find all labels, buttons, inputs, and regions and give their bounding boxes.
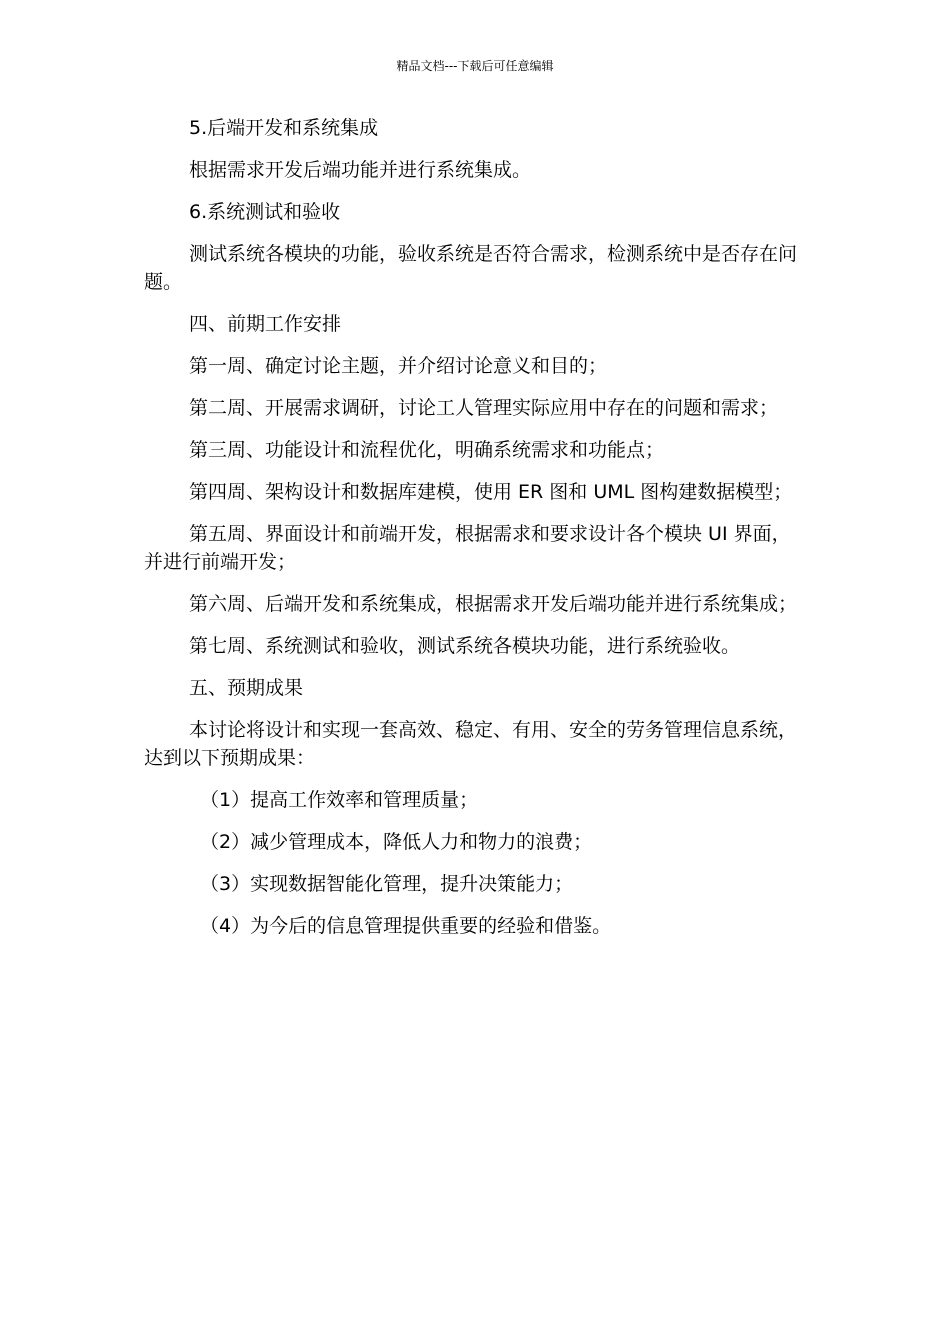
section-heading-outcomes: 五、预期成果 xyxy=(189,677,304,699)
paragraph-backend-desc: 根据需求开发后端功能并进行系统集成。 xyxy=(189,159,532,181)
paragraph-outcomes-intro: 本讨论将设计和实现一套高效、稳定、有用、安全的劳务管理信息系统，达到以下预期成果： xyxy=(144,719,798,769)
schedule-week-5: 第五周、界面设计和前端开发，根据需求和要求设计各个模块 UI 界面，并进行前端开发； xyxy=(144,523,791,573)
outcome-item-4: （4）为今后的信息管理提供重要的经验和借鉴。 xyxy=(200,915,612,937)
schedule-week-1: 第一周、确定讨论主题，并介绍讨论意义和目的； xyxy=(189,355,608,377)
schedule-week-7: 第七周、系统测试和验收，测试系统各模块功能，进行系统验收。 xyxy=(189,635,741,657)
page-header: 精品文档---下载后可任意编辑 xyxy=(396,59,554,73)
section-heading-backend: 5.后端开发和系统集成 xyxy=(189,117,379,139)
outcome-item-1: （1）提高工作效率和管理质量； xyxy=(200,789,479,811)
schedule-week-6: 第六周、后端开发和系统集成，根据需求开发后端功能并进行系统集成； xyxy=(189,593,798,615)
document-body xyxy=(144,114,806,954)
outcome-item-2: （2）减少管理成本，降低人力和物力的浪费； xyxy=(200,831,593,853)
section-heading-testing: 6.系统测试和验收 xyxy=(189,201,341,223)
paragraph-testing-desc: 测试系统各模块的功能，验收系统是否符合需求，检测系统中是否存在问题。 xyxy=(144,243,798,293)
schedule-week-4: 第四周、架构设计和数据库建模，使用 ER 图和 UML 图构建数据模型； xyxy=(189,481,793,503)
outcome-item-3: （3）实现数据智能化管理，提升决策能力； xyxy=(200,873,574,895)
section-heading-schedule: 四、前期工作安排 xyxy=(189,313,342,335)
schedule-week-3: 第三周、功能设计和流程优化，明确系统需求和功能点； xyxy=(189,439,665,461)
schedule-week-2: 第二周、开展需求调研，讨论工人管理实际应用中存在的问题和需求； xyxy=(189,397,779,419)
